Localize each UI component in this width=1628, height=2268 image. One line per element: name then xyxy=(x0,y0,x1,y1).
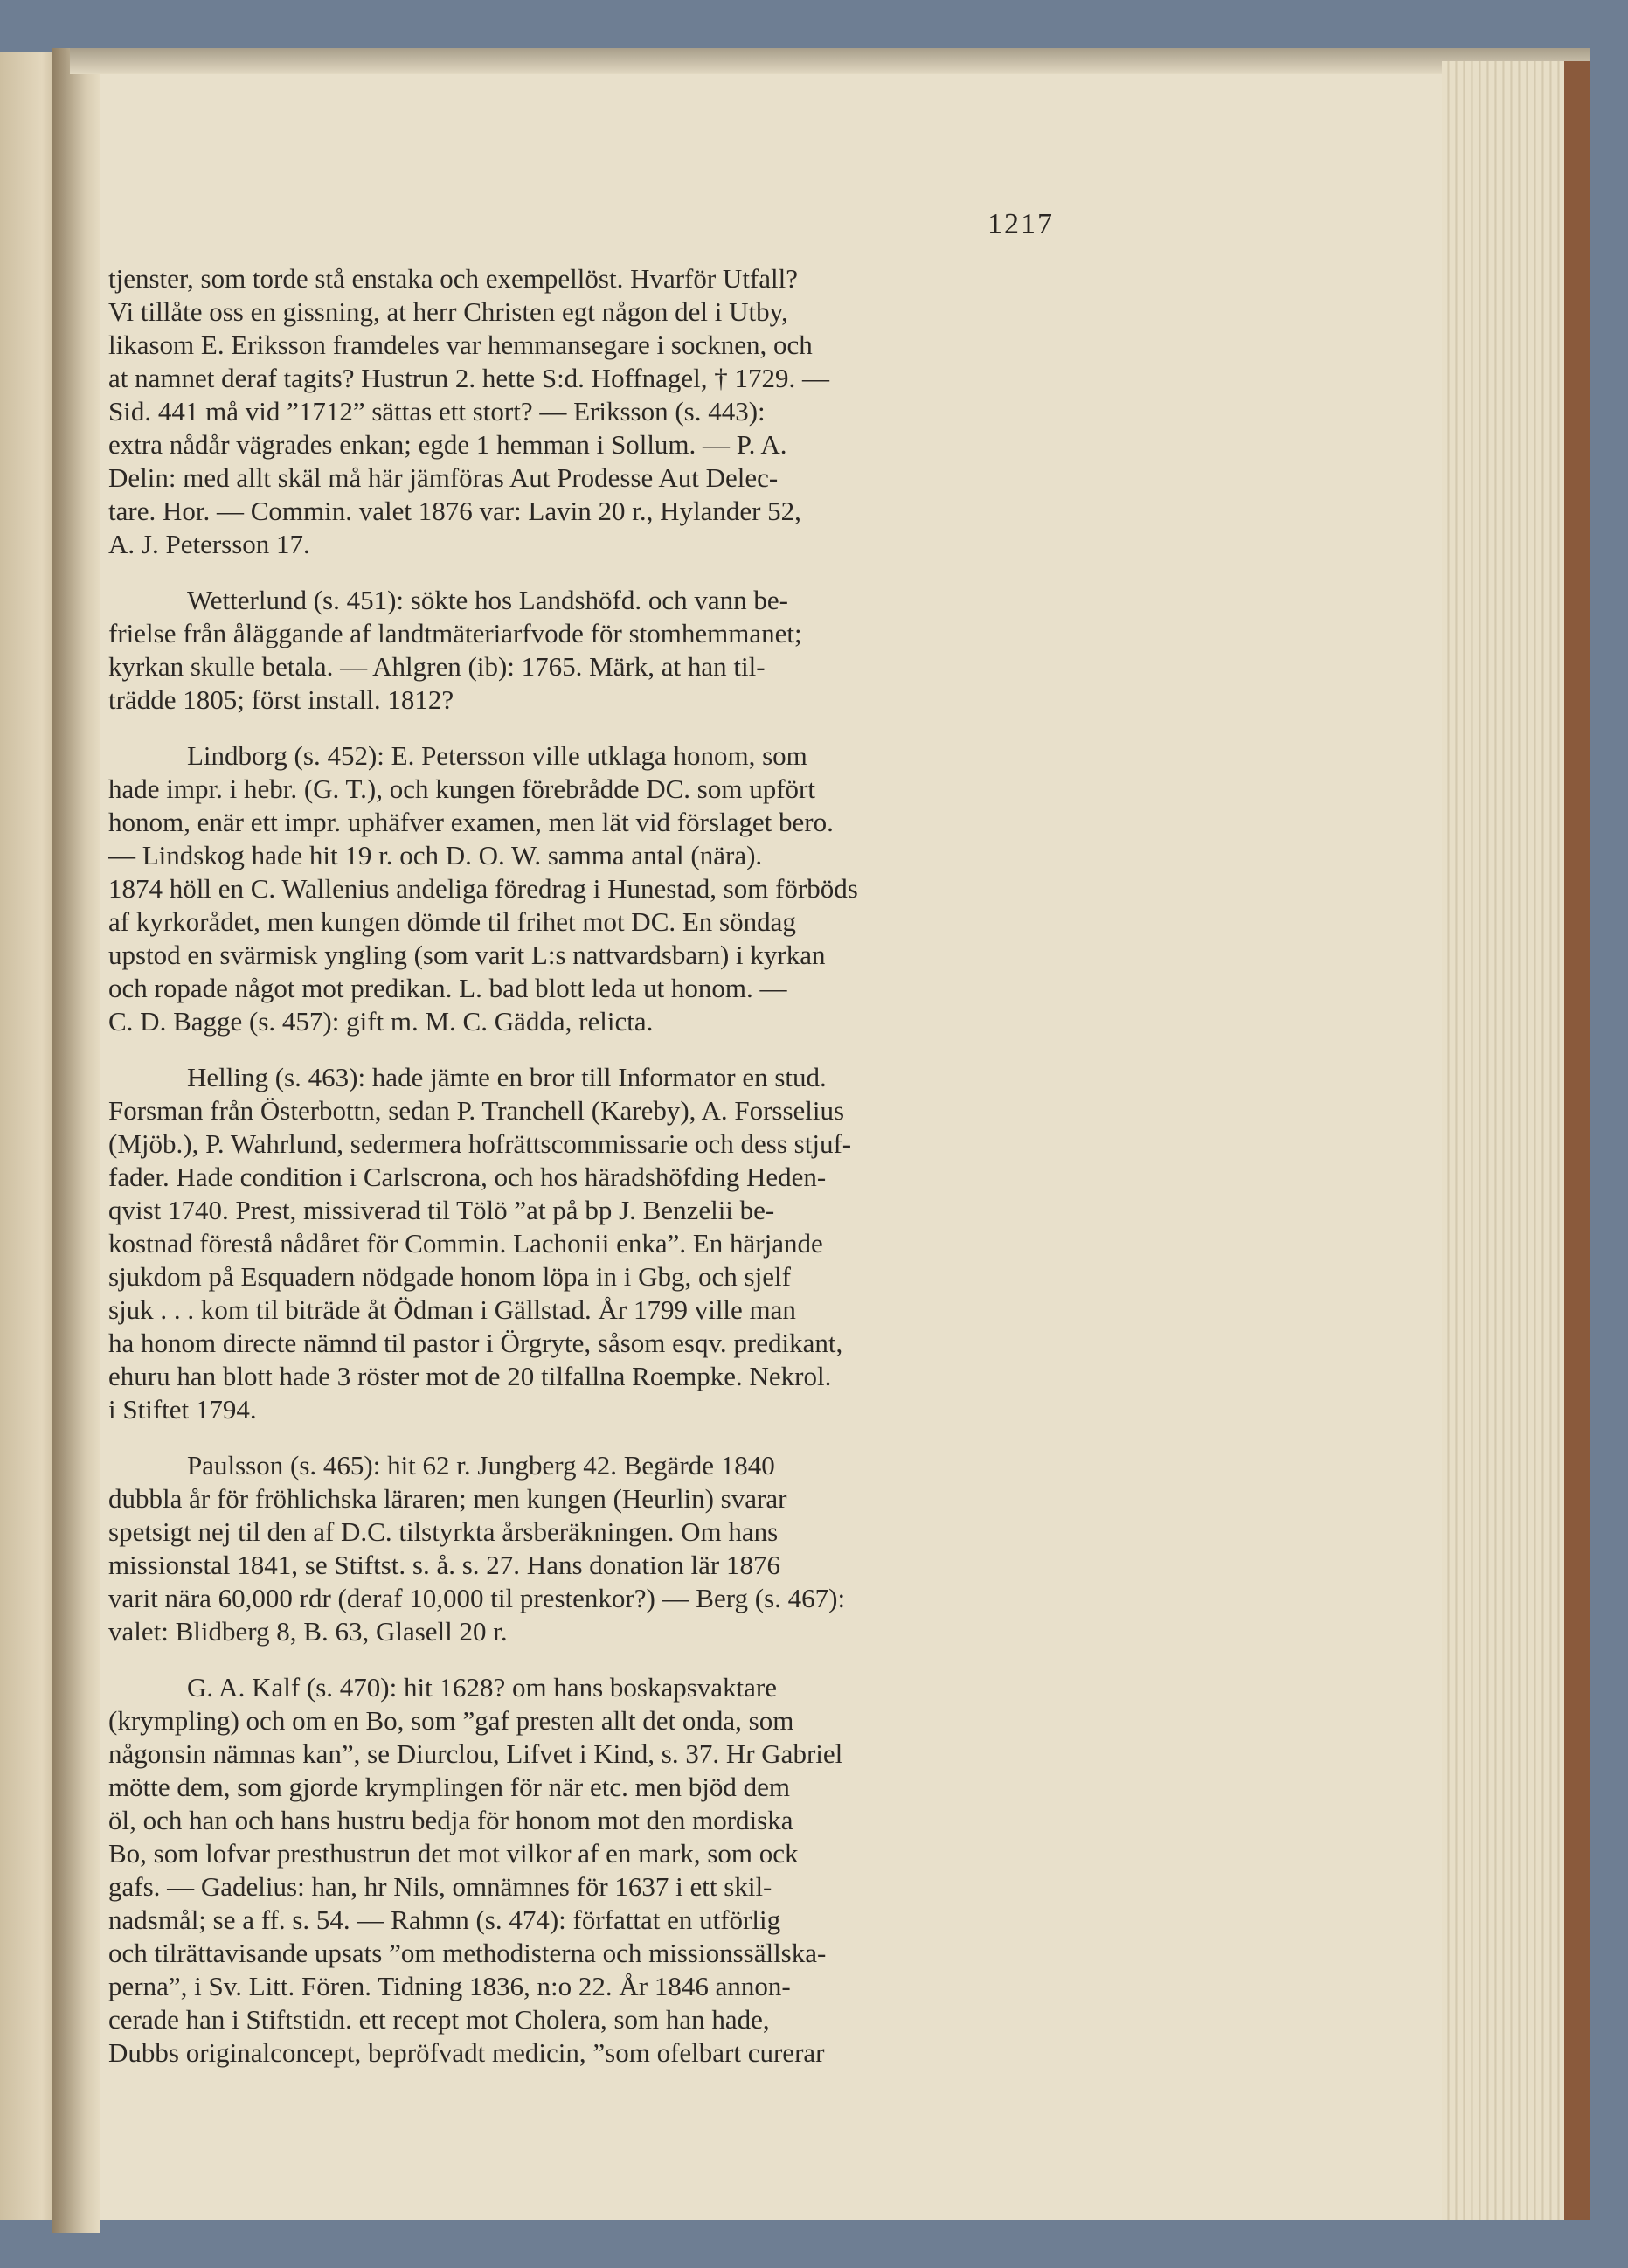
text-line: dubbla år för fröhlichska läraren; men kungen (Heurlin) svarar xyxy=(108,1483,787,1514)
text-line: at namnet deraf tagits? Hustrun 2. hette S:d. Hoffnagel, † 1729. — xyxy=(108,363,830,393)
text-line: Delin: med allt skäl må här jämföras Aut Prodesse Aut Delec- xyxy=(108,462,779,493)
text-line: mötte dem, som gjorde krymplingen för när etc. men bjöd dem xyxy=(108,1772,790,1802)
page-top-shadow xyxy=(70,48,1590,74)
text-line: honom, enär ett impr. uphäfver examen, men lät vid förslaget bero. xyxy=(108,807,834,837)
text-line: Lindborg (s. 452): E. Petersson ville utklaga honom, som xyxy=(187,740,807,771)
text-line: upstod en svärmisk yngling (som varit L:s nattvardsbarn) i kyrkan xyxy=(108,940,826,970)
text-line: (krympling) och om en Bo, som ”gaf presten allt det onda, som xyxy=(108,1705,794,1736)
text-line: i Stiftet 1794. xyxy=(108,1394,257,1425)
text-line: nadsmål; se a ff. s. 54. — Rahmn (s. 474): författat en utförlig xyxy=(108,1904,781,1935)
text-line: gafs. — Gadelius: han, hr Nils, omnämnes för 1637 i ett skil- xyxy=(108,1871,772,1902)
text-line: C. D. Bagge (s. 457): gift m. M. C. Gädda, relicta. xyxy=(108,1006,654,1037)
text-line: Vi tillåte oss en gissning, at herr Christen egt någon del i Utby, xyxy=(108,296,788,327)
text-line: Bo, som lofvar presthustrun det mot vilkor af en mark, som ock xyxy=(108,1838,799,1869)
text-line: Paulsson (s. 465): hit 62 r. Jungberg 42. Begärde 1840 xyxy=(187,1450,775,1481)
text-line: 1874 höll en C. Wallenius andeliga föredrag i Hunestad, som förböds xyxy=(108,873,858,904)
text-line: valet: Blidberg 8, B. 63, Glasell 20 r. xyxy=(108,1616,508,1647)
text-line: af kyrkorådet, men kungen dömde til frihet mot DC. En söndag xyxy=(108,906,796,937)
text-line: frielse från åläggande af landtmäteriarfvode för stomhemmanet; xyxy=(108,618,802,648)
text-line: G. A. Kalf (s. 470): hit 1628? om hans boskapsvaktare xyxy=(187,1672,777,1703)
text-line: spetsigt nej til den af D.C. tilstyrkta årsberäkningen. Om hans xyxy=(108,1516,779,1547)
text-line: fader. Hade condition i Carlscrona, och hos häradshöfding Heden- xyxy=(108,1162,827,1192)
book-cover-edge xyxy=(1564,61,1590,2220)
page-stack-edge xyxy=(1442,61,1564,2220)
text-line: någonsin nämnas kan”, se Diurclou, Lifvet i Kind, s. 37. Hr Gabriel xyxy=(108,1738,843,1769)
text-line: kyrkan skulle betala. — Ahlgren (ib): 1765. Märk, at han til- xyxy=(108,651,766,682)
text-line: ha honom directe nämnd til pastor i Örgryte, såsom esqv. predikant, xyxy=(108,1328,843,1358)
text-line: likasom E. Eriksson framdeles var hemmansegare i socknen, och xyxy=(108,329,813,360)
paragraph xyxy=(108,739,1070,1038)
text-line: sjukdom på Esquadern nödgade honom löpa in i Gbg, och sjelf xyxy=(108,1261,791,1292)
text-line: hade impr. i hebr. (G. T.), och kungen förebrådde DC. som upfört xyxy=(108,773,815,804)
text-line: Dubbs originalconcept, bepröfvadt medicin, ”som ofelbart curerar xyxy=(108,2037,825,2068)
text-line: Sid. 441 må vid ”1712” sättas ett stort? — Eriksson (s. 443): xyxy=(108,396,766,427)
text-line: tare. Hor. — Commin. valet 1876 var: Lavin 20 r., Hylander 52, xyxy=(108,496,801,526)
text-line: cerade han i Stiftstidn. ett recept mot Cholera, som han hade, xyxy=(108,2004,770,2035)
text-line: (Mjöb.), P. Wahrlund, sedermera hofrättscommissarie och dess stjuf- xyxy=(108,1128,852,1159)
text-line: ehuru han blott hade 3 röster mot de 20 tilfallna Roempke. Nekrol. xyxy=(108,1361,832,1391)
paragraph xyxy=(108,1061,1070,1426)
text-line: Forsman från Österbottn, sedan P. Tranchell (Kareby), A. Forsselius xyxy=(108,1095,845,1126)
paragraph xyxy=(108,584,1070,717)
text-line: Helling (s. 463): hade jämte en bror till Informator en stud. xyxy=(187,1062,827,1092)
text-line: Wetterlund (s. 451): sökte hos Landshöfd. och vann be- xyxy=(187,585,788,615)
text-line: qvist 1740. Prest, missiverad til Tölö ”at på bp J. Benzelii be- xyxy=(108,1195,775,1225)
text-line: tjenster, som torde stå enstaka och exempellöst. Hvarför Utfall? xyxy=(108,263,799,294)
text-line: trädde 1805; först install. 1812? xyxy=(108,684,454,715)
text-line: kostnad förestå nådåret för Commin. Lachonii enka”. En härjande xyxy=(108,1228,823,1259)
text-line: varit nära 60,000 rdr (deraf 10,000 til prestenkor?) — Berg (s. 467): xyxy=(108,1583,846,1613)
paragraph xyxy=(108,1449,1070,1648)
page-number: 1217 xyxy=(987,208,1054,240)
text-line: A. J. Petersson 17. xyxy=(108,529,310,559)
text-line: och tilrättavisande upsats ”om methodisterna och missionssällska- xyxy=(108,1938,827,1968)
text-line: missionstal 1841, se Stiftst. s. å. s. 27. Hans donation lär 1876 xyxy=(108,1550,780,1580)
text-line: öl, och han och hans hustru bedja för honom mot den mordiska xyxy=(108,1805,793,1835)
text-line: perna”, i Sv. Litt. Fören. Tidning 1836, n:o 22. År 1846 annon- xyxy=(108,1971,791,2001)
text-line: och ropade något mot predikan. L. bad blott leda ut honom. — xyxy=(108,973,787,1003)
paragraph xyxy=(108,262,1070,561)
text-line: — Lindskog hade hit 19 r. och D. O. W. samma antal (nära). xyxy=(108,840,763,870)
text-line: sjuk . . . kom til biträde åt Ödman i Gällstad. År 1799 ville man xyxy=(108,1294,796,1325)
paragraph xyxy=(108,1671,1070,2070)
text-line: extra nådår vägrades enkan; egde 1 hemman i Sollum. — P. A. xyxy=(108,429,787,460)
book-gutter xyxy=(52,48,100,2233)
page-body-text xyxy=(108,262,1070,2092)
